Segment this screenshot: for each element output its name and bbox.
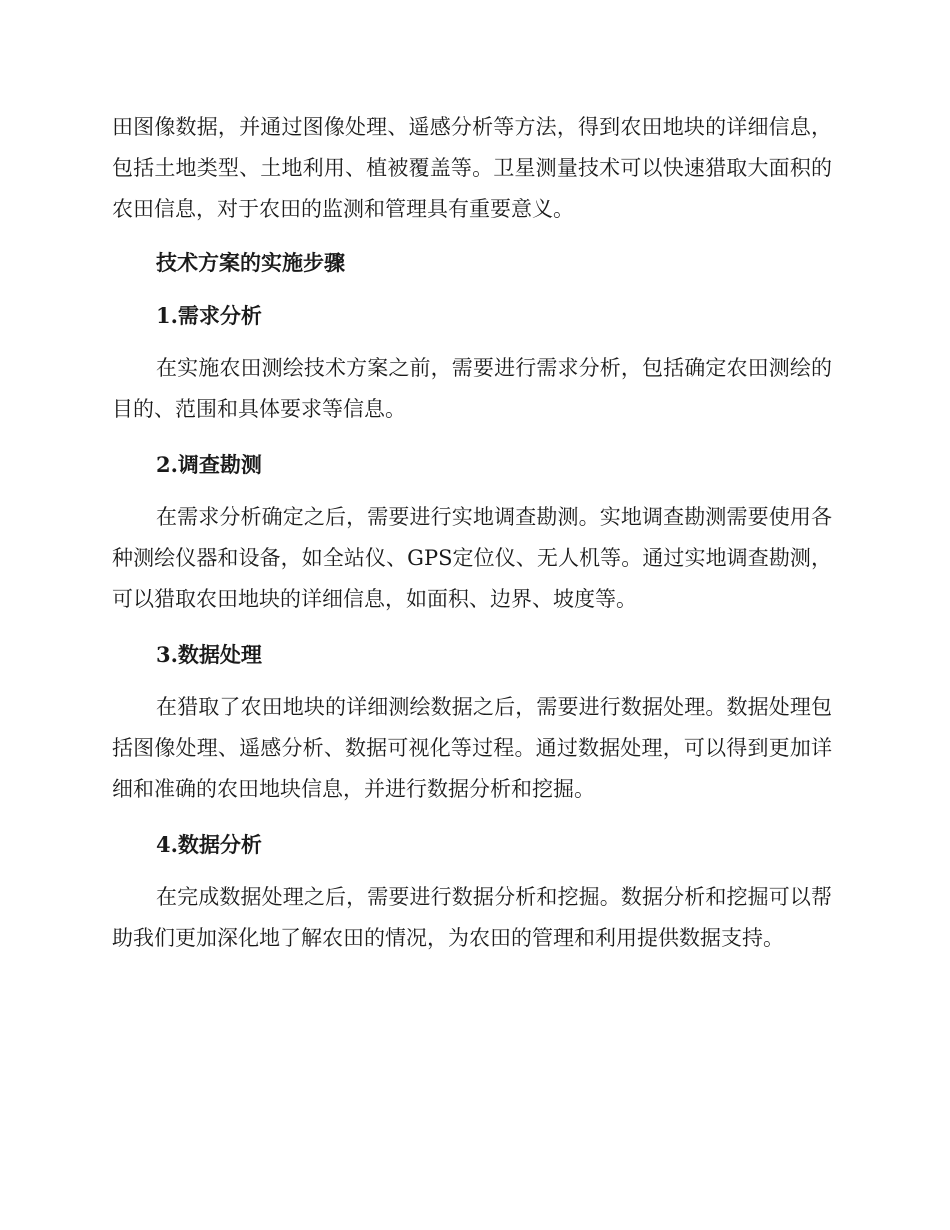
step-body-2: 在需求分析确定之后，需要进行实地调查勘测。实地调查勘测需要使用各种测绘仪器和设备，如全站仪、GPS定位仪、无人机等。通过实地调查勘测，可以猎取农田地块的详细信息，如面积、边界、坡度等。: [112, 505, 832, 611]
section-title: 技术方案的实施步骤: [156, 250, 345, 275]
step-heading-1: 1.需求分析: [156, 303, 262, 328]
step-heading-2: 2.调查勘测: [156, 452, 262, 477]
document-page: [112, 107, 832, 959]
step-heading-4: 4.数据分析: [156, 832, 262, 857]
step-body-4: 在完成数据处理之后，需要进行数据分析和挖掘。数据分析和挖掘可以帮助我们更加深化地了解农田的情况，为农田的管理和利用提供数据支持。: [112, 885, 832, 950]
step-heading-3: 3.数据处理: [156, 642, 262, 667]
intro-paragraph: 田图像数据，并通过图像处理、遥感分析等方法，得到农田地块的详细信息，包括土地类型、土地利用、植被覆盖等。卫星测量技术可以快速猎取大面积的农田信息，对于农田的监测和管理具有重要意义。: [112, 115, 832, 221]
step-body-1: 在实施农田测绘技术方案之前，需要进行需求分析，包括确定农田测绘的目的、范围和具体要求等信息。: [112, 356, 832, 421]
step-body-3: 在猎取了农田地块的详细测绘数据之后，需要进行数据处理。数据处理包括图像处理、遥感分析、数据可视化等过程。通过数据处理，可以得到更加详细和准确的农田地块信息，并进行数据分析和挖掘。: [112, 695, 832, 801]
